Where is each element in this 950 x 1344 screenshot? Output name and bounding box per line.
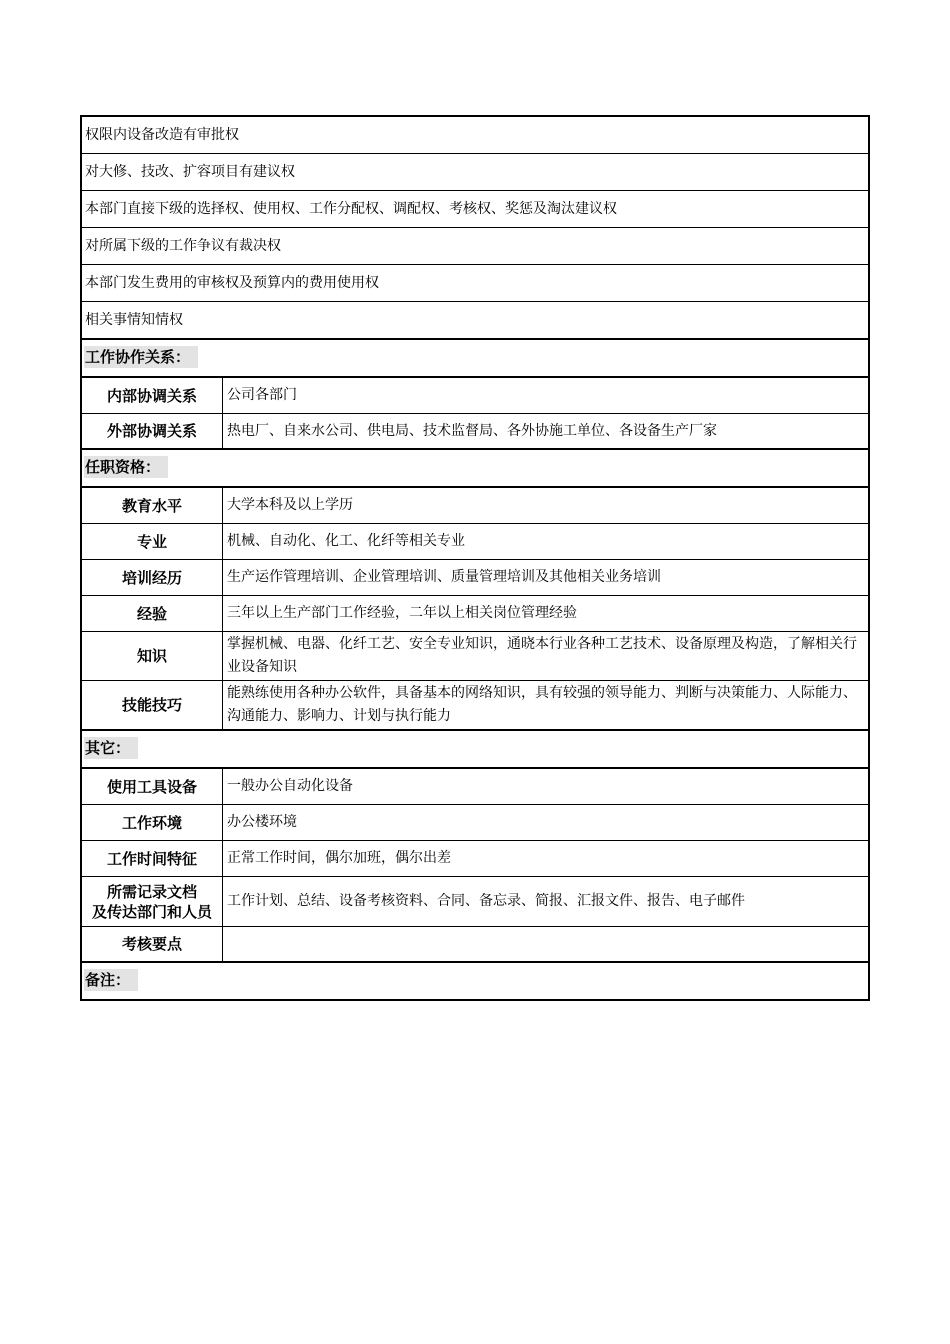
other-section-row xyxy=(82,731,868,769)
authority-row xyxy=(82,302,868,340)
row-label-line: 所需记录文档 xyxy=(106,882,197,901)
authority-row xyxy=(82,265,868,302)
row-label: 考核要点 xyxy=(82,927,223,961)
row-value: 大学本科及以上学历 xyxy=(227,497,353,513)
remarks-section-row xyxy=(82,963,868,1001)
table-row xyxy=(82,841,868,877)
section-header-collaboration: 工作协作关系： xyxy=(84,346,198,368)
row-value: 正常工作时间，偶尔加班，偶尔出差 xyxy=(227,850,451,866)
authority-row xyxy=(82,191,868,228)
row-value: 办公楼环境 xyxy=(227,814,297,830)
authority-item: 本部门发生费用的审核权及预算内的费用使用权 xyxy=(85,275,379,291)
section-header-remarks: 备注： xyxy=(84,969,138,991)
row-value: 一般办公自动化设备 xyxy=(227,778,353,794)
row-label: 培训经历 xyxy=(82,560,223,595)
row-label xyxy=(82,877,223,926)
row-label: 工作时间特征 xyxy=(82,841,223,876)
section-header-qualifications: 任职资格： xyxy=(84,456,168,478)
section-header-other: 其它： xyxy=(84,737,138,759)
row-value: 公司各部门 xyxy=(227,387,297,403)
table-row xyxy=(82,927,868,963)
table-row xyxy=(82,805,868,841)
row-value: 三年以上生产部门工作经验，二年以上相关岗位管理经验 xyxy=(227,605,577,621)
row-label: 专业 xyxy=(82,524,223,559)
row-label: 外部协调关系 xyxy=(82,414,223,448)
authority-row xyxy=(82,117,868,154)
row-value xyxy=(223,927,868,961)
table-row xyxy=(82,681,868,731)
row-label: 使用工具设备 xyxy=(82,769,223,804)
table-row xyxy=(82,414,868,450)
row-label: 工作环境 xyxy=(82,805,223,840)
row-value: 生产运作管理培训、企业管理培训、质量管理培训及其他相关业务培训 xyxy=(227,569,661,585)
authority-item: 权限内设备改造有审批权 xyxy=(85,127,239,143)
collaboration-section-row xyxy=(82,340,868,378)
authority-row xyxy=(82,154,868,191)
table-row xyxy=(82,488,868,524)
qualifications-section-row xyxy=(82,450,868,488)
row-value: 工作计划、总结、设备考核资料、合同、备忘录、简报、汇报文件、报告、电子邮件 xyxy=(227,893,745,909)
authority-item: 本部门直接下级的选择权、使用权、工作分配权、调配权、考核权、奖惩及淘汰建议权 xyxy=(85,201,617,217)
job-description-table xyxy=(80,115,870,1001)
table-row xyxy=(82,524,868,560)
row-value: 能熟练使用各种办公软件，具备基本的网络知识，具有较强的领导能力、判断与决策能力、人际能力、沟通能力、影响力、计划与执行能力 xyxy=(227,685,857,724)
row-label: 知识 xyxy=(82,632,223,680)
table-row xyxy=(82,632,868,681)
table-row xyxy=(82,596,868,632)
row-label: 技能技巧 xyxy=(82,681,223,729)
row-value: 掌握机械、电器、化纤工艺、安全专业知识，通晓本行业各种工艺技术、设备原理及构造，了解相关行业设备知识 xyxy=(227,636,857,675)
table-row xyxy=(82,877,868,927)
authority-item: 相关事情知情权 xyxy=(85,312,183,328)
table-row xyxy=(82,560,868,596)
authority-row xyxy=(82,228,868,265)
row-value: 机械、自动化、化工、化纤等相关专业 xyxy=(227,533,465,549)
row-value: 热电厂、自来水公司、供电局、技术监督局、各外协施工单位、各设备生产厂家 xyxy=(227,422,717,439)
authority-item: 对所属下级的工作争议有裁决权 xyxy=(85,238,281,254)
row-label: 教育水平 xyxy=(82,488,223,523)
row-label: 经验 xyxy=(82,596,223,631)
row-label-line: 及传达部门和人员 xyxy=(91,902,212,921)
table-row xyxy=(82,378,868,414)
row-label: 内部协调关系 xyxy=(82,378,223,413)
authority-item: 对大修、技改、扩容项目有建议权 xyxy=(85,164,295,180)
table-row xyxy=(82,769,868,805)
